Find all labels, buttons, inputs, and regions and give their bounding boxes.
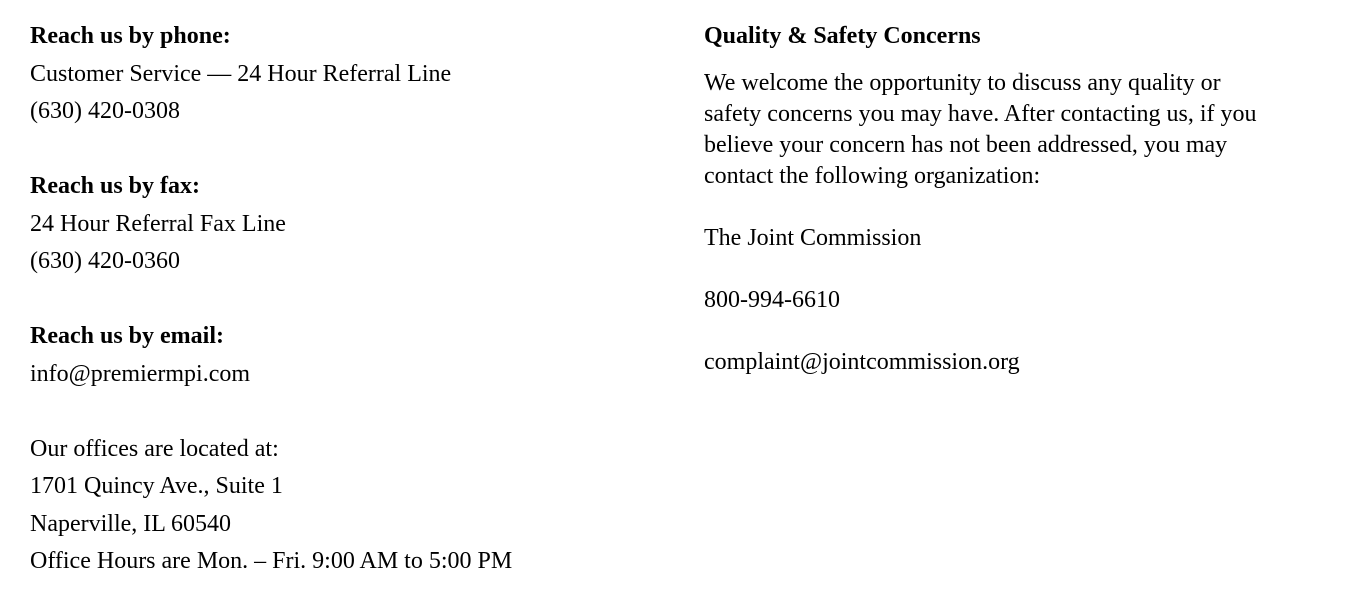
quality-line: We welcome the opportunity to discuss any quality or	[704, 69, 1221, 96]
quality-column	[704, 18, 1304, 378]
phone-label: Customer Service — 24 Hour Referral Line	[30, 60, 452, 87]
contact-column	[30, 18, 650, 581]
quality-heading: Quality & Safety Concerns	[704, 23, 981, 49]
fax-number: (630) 420-0360	[30, 248, 180, 274]
organization-email	[704, 347, 1304, 378]
quality-line: believe your concern has not been addressed, you may	[704, 131, 1228, 158]
quality-line: safety concerns you may have. After contacting us, if you	[704, 100, 1257, 127]
organization-name: The Joint Commission	[704, 224, 922, 251]
spacer	[30, 131, 650, 169]
spacer	[704, 192, 1304, 223]
phone-number	[30, 93, 650, 131]
office-hours: Office Hours are Mon. – Fri. 9:00 AM to 5:00 PM	[30, 548, 513, 574]
spacer	[30, 281, 650, 319]
spacer	[704, 316, 1304, 347]
office-street: 1701 Quincy Ave., Suite 1	[30, 473, 283, 499]
quality-paragraph	[704, 68, 1304, 192]
phone-number-link[interactable]: (630) 420-0308	[30, 98, 180, 124]
fax-heading: Reach us by fax:	[30, 173, 201, 199]
spacer	[704, 254, 1304, 285]
fax-label: 24 Hour Referral Fax Line	[30, 210, 286, 237]
office-city: Naperville, IL 60540	[30, 510, 232, 537]
email-address	[30, 356, 650, 394]
organization-phone-link[interactable]: 800-994-6610	[704, 286, 840, 313]
organization-phone	[704, 285, 1304, 316]
email-heading: Reach us by email:	[30, 323, 224, 349]
email-link[interactable]: info@premiermpi.com	[30, 360, 251, 387]
spacer	[30, 393, 650, 431]
quality-line: contact the following organization:	[704, 162, 1041, 189]
organization-email-link[interactable]: complaint@jointcommission.org	[704, 348, 1020, 375]
phone-heading: Reach us by phone:	[30, 23, 231, 49]
office-intro: Our offices are located at:	[30, 435, 279, 462]
